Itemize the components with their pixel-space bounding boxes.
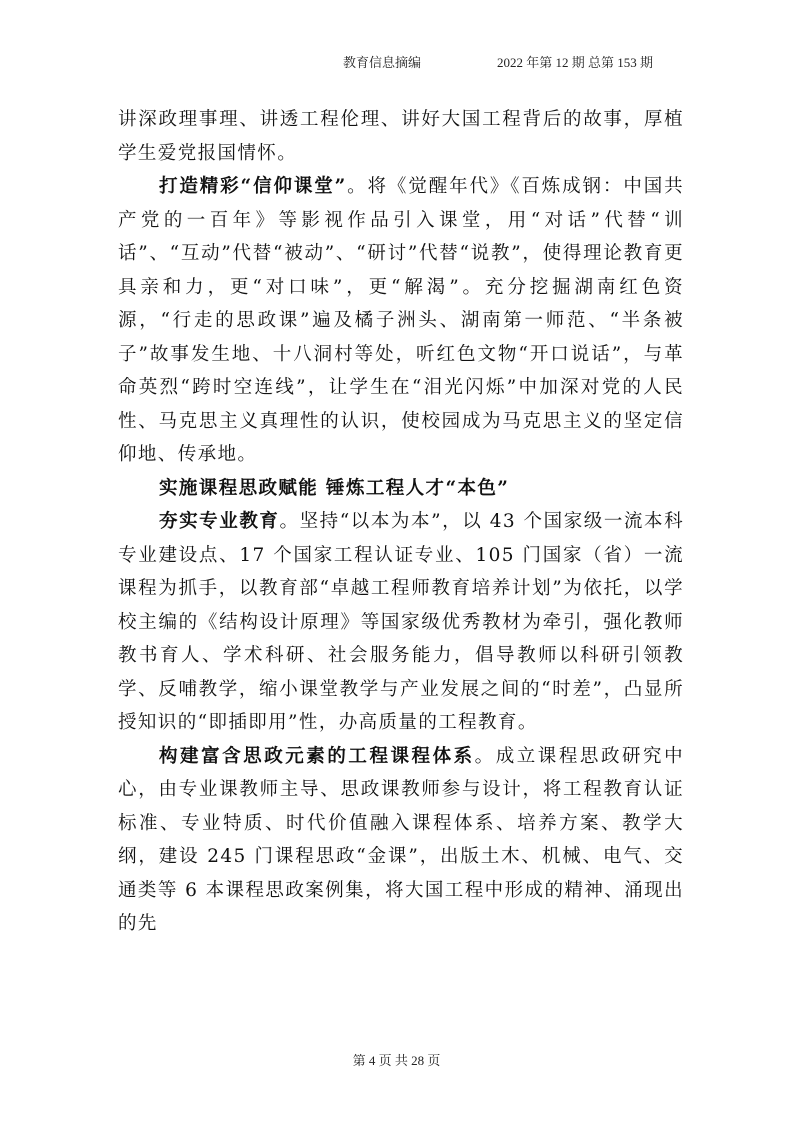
paragraph-4 [118,740,684,941]
paragraph-3-lead: 夯实专业教育 [159,511,280,532]
page-number: 第 4 页 共 28 页 [352,1053,441,1068]
issue-number: 2022 年第 12 期 总第 153 期 [497,55,654,70]
paragraph-2 [118,170,684,472]
paragraph-1-text: 讲深政理事理、讲透工程伦理、讲好大国工程背后的故事，厚植学生爱党报国情怀。 [118,109,684,164]
document-body [118,103,684,941]
page-header [0,52,793,72]
paragraph-4-lead: 构建富含思政元素的工程课程体系 [159,745,475,767]
paragraph-3-text: 。坚持“以本为本”，以 43 个国家级一流本科专业建设点、17 个国家工程认证专业、105 门国家（省）一流课程为抓手，以教育部“卓越工程师教育培养计划”为依托，以学校主编的《结构设计原理》等国家级优秀教材为牵引，强化教师教书育人、学术科研、社会服务能力，倡导教师以科研引领教学、反哺教学，缩小课堂教学与产业发展之间的“时差”，凸显所授知识的“即插即用”性，办高质量的工程教育。 [118,511,684,733]
paragraph-1 [118,103,684,170]
page-footer [0,1050,793,1069]
paragraph-4-text: 。成立课程思政研究中心，由专业课教师主导、思政课教师参与设计，将工程教育认证标准、专业特质、时代价值融入课程体系、培养方案、教学大纲，建设 245 门课程思政“金课”，出版土木、机械、电气、交通类等 6 本课程思政案例集，将大国工程中形成的精神、涌现出的先 [118,745,684,934]
publication-title: 教育信息摘编 [343,55,422,70]
paragraph-2-lead: 打造精彩“信仰课堂” [159,176,347,197]
paragraph-2-text: 。将《觉醒年代》《百炼成钢：中国共产党的一百年》等影视作品引入课堂，用“对话”代替“训话”、“互动”代替“被动”、“研讨”代替“说教”，使得理论教育更具亲和力，更“对口味”，更“解渴”。充分挖掘湖南红色资源，“行走的思政课”遍及橘子洲头、湖南第一师范、“半条被子”故事发生地、十八洞村等处，听红色文物“开口说话”，与革命英烈“跨时空连线”，让学生在“泪光闪烁”中加深对党的人民性、马克思主义真理性的认识，使校园成为马克思主义的坚定信仰地、传承地。 [118,176,684,465]
paragraph-3 [118,505,684,740]
section-heading: 实施课程思政赋能 锤炼工程人才“本色” [159,477,510,499]
